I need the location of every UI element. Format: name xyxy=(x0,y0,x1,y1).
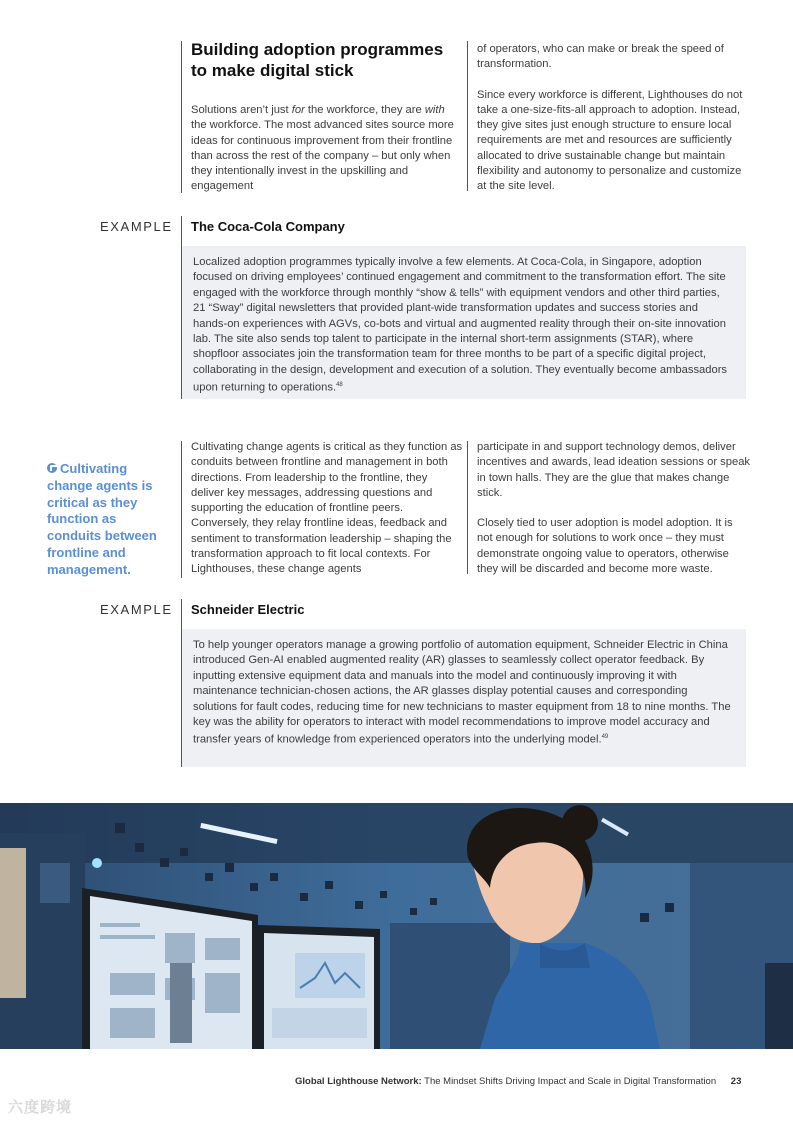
section2-left-column xyxy=(191,440,463,578)
section-heading: Building adoption programmes to make digital stick xyxy=(191,40,444,80)
watermark: 六度跨境 xyxy=(8,1099,73,1116)
section2-right-paragraph-1: participate in and support technology demos, deliver incentives and awards, lead ideation sessions or speak in town halls. They are the glue that makes change stick. xyxy=(477,441,751,499)
example-company-name: Schneider Electric xyxy=(191,602,305,617)
section2-right-paragraph-2: Closely tied to user adoption is model adoption. It is not enough for solutions to work once – they must demonstrate ongoing value to operators, otherwise they will be discarded and become more waste. xyxy=(477,517,733,576)
quote-icon xyxy=(47,463,57,473)
section2-middle-rule xyxy=(467,441,468,574)
example2-body: To help younger operators manage a growing portfolio of automation equipment, Schneider Electric in China introduced Gen-AI enabled augmented reality (AR) glasses to seamlessly collect operator feedback. By inputting extensive equipment data and manuals into the model and continuously improving it with maintenance technician-chosen actions, the AR glasses display potential causes and corresponding solutions for fault codes, reducing time for new technicians to master equipment from 18 to nine months. The key was the ability for operators to interact with model recommendations to improve model accuracy and transfer years of knowledge from experienced operators into the underlying model.$^{49}$ xyxy=(193,639,731,747)
example1-body: Localized adoption programmes typically involve a few elements. At Coca-Cola, in Singapore, adoption focused on driving employees’ continued engagement and commitment to the transformation effort. The site engaged with the workforce through monthly “show & tells” with equipment vendors and other third parties, 21 “Sway” digital newsletters that provided plant-wide transformation updates and success stories and hands-on experiences with AGVs, co-bots and virtual and augmented reality through their on-site innovation lab. The site also sends top talent to participate in the internal short-term assignments (STAR), where shopfloor associates join the transformation team for three months to be part of a specific digital project, collaborating in the design, development and execution of a solution. They eventually become ambassadors upon returning to operations.$^{48}$ xyxy=(193,256,728,394)
page-footer xyxy=(295,1076,741,1087)
section1-middle-rule xyxy=(467,41,468,191)
section1-left-paragraph: Solutions aren’t just for the workforce, they are with the workforce. The most advanced sites source more ideas for continuous improvement from their frontline than across the rest of the company – but only when they intentionally invest in the upskilling and engagement xyxy=(191,104,454,193)
pull-quote xyxy=(47,461,172,579)
example2-box xyxy=(181,629,746,767)
example-company-name: The Coca-Cola Company xyxy=(191,219,345,234)
section2-right-column xyxy=(477,440,751,577)
example2-rule xyxy=(181,599,182,631)
section2-left-paragraph: Cultivating change agents is critical as they function as conduits between frontline and management in both directions. From leadership to the frontline, they deliver key messages, addressing questions and supporting the education of frontline peers. Conversely, they relay frontline ideas, feedback and sentiment to transformation leadership – shaping the transformation approach to fit local contexts. For Lighthouses, these change agents xyxy=(191,441,463,576)
example1-rule xyxy=(181,216,182,248)
factory-photo-illustration xyxy=(0,803,793,1049)
footer-publication: Global Lighthouse Network: xyxy=(295,1076,422,1087)
section1-left-column xyxy=(191,103,461,195)
page-number: 23 xyxy=(730,1076,742,1087)
footer-subtitle: The Mindset Shifts Driving Impact and Scale in Digital Transformation xyxy=(424,1076,717,1087)
factory-photo xyxy=(0,803,793,1049)
footnote-ref: 49 xyxy=(601,734,609,741)
example1-box xyxy=(181,246,746,399)
pull-quote-text: Cultivating change agents is critical as they function as conduits between frontline and management. xyxy=(47,461,157,577)
section1-right-paragraph-2: Since every workforce is different, Lighthouses do not take a one-size-fits-all approach to adoption. Instead, they give sites just enough structure to ensure local requirements are met and resources are sufficiently allocated to drive sustainable change but maintain flexibility and autonomy to personalize and customize at the site level. xyxy=(477,88,743,193)
section2-left-rule xyxy=(181,441,182,578)
section1-right-column xyxy=(477,42,749,195)
example-label: EXAMPLE xyxy=(100,602,173,617)
example-label: EXAMPLE xyxy=(100,219,173,234)
section1-right-paragraph-1: of operators, who can make or break the speed of transformation. xyxy=(477,43,724,71)
section1-left-rule xyxy=(181,41,182,193)
footnote-ref: 48 xyxy=(336,382,343,389)
